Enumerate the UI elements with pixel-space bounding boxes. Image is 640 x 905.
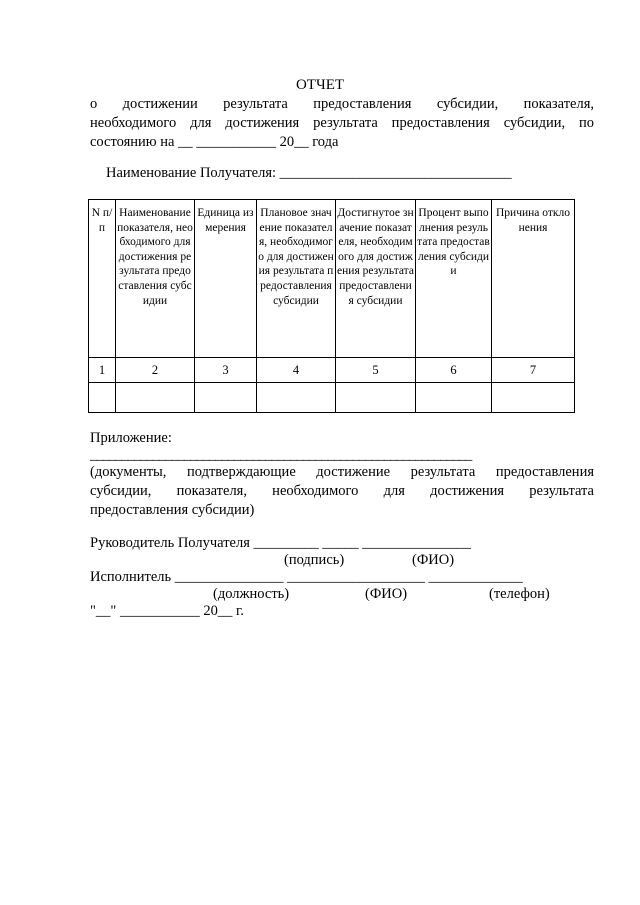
position-caption: (должность) (213, 586, 290, 602)
phone-caption: (телефон) (489, 586, 550, 602)
header-cell: Процент выполнения результата предоставления субсидии (416, 200, 492, 358)
table-number-row (89, 358, 575, 383)
empty-cell (257, 383, 336, 413)
table-header-row (89, 200, 575, 358)
number-cell: 4 (257, 358, 336, 383)
empty-cell (89, 383, 116, 413)
signature-caption: (подпись) (284, 552, 345, 568)
empty-cell (116, 383, 195, 413)
header-cell: Единица измерения (195, 200, 257, 358)
empty-cell (416, 383, 492, 413)
empty-cell (336, 383, 416, 413)
appendix-description (90, 463, 594, 520)
fio-caption: (ФИО) (412, 552, 455, 568)
table-row (89, 383, 575, 413)
recipient-name-field: Наименование Получателя: ________________________________ (106, 165, 512, 181)
report-subtitle (90, 95, 594, 152)
number-cell: 6 (416, 358, 492, 383)
number-cell: 1 (89, 358, 116, 383)
header-cell: Достигнутое значение показателя, необходимого для достижения результата предоставления субсидии (336, 200, 416, 358)
date-line: "__" ___________ 20__ г. (90, 603, 244, 619)
fio-caption: (ФИО) (365, 586, 408, 602)
empty-cell (492, 383, 575, 413)
head-signature-line: Руководитель Получателя _________ _____ _______________ (90, 535, 472, 551)
number-cell: 5 (336, 358, 416, 383)
appendix-text-line: предоставления субсидии) (90, 502, 255, 518)
subtitle-line: состоянию на __ ___________ 20__ года (90, 134, 339, 150)
header-cell: N п/п (89, 200, 116, 358)
number-cell: 3 (195, 358, 257, 383)
subtitle-line: необходимого для достижения результата предоставления субсидии, по (90, 115, 594, 131)
executor-signature-line: Исполнитель _______________ ___________________ _____________ (90, 569, 523, 585)
appendix-blank-line: _____________________________________________________________ (90, 447, 472, 463)
subtitle-line: о достижении результата предоставления субсидии, показателя, (90, 96, 594, 112)
empty-cell (195, 383, 257, 413)
number-cell: 7 (492, 358, 575, 383)
number-cell: 2 (116, 358, 195, 383)
header-cell: Плановое значение показателя, необходимого для достижения результата предоставления субсидии (257, 200, 336, 358)
appendix-label: Приложение: (90, 430, 172, 446)
report-table (88, 199, 575, 413)
document-title: ОТЧЕТ (295, 77, 345, 93)
header-cell: Причина отклонения (492, 200, 575, 358)
appendix-text-line: субсидии, показателя, необходимого для достижения результата (90, 483, 594, 499)
header-cell: Наименование показателя, необходимого для достижения результата предоставления субсидии (116, 200, 195, 358)
appendix-text-line: (документы, подтверждающие достижение результата предоставления (90, 464, 594, 480)
